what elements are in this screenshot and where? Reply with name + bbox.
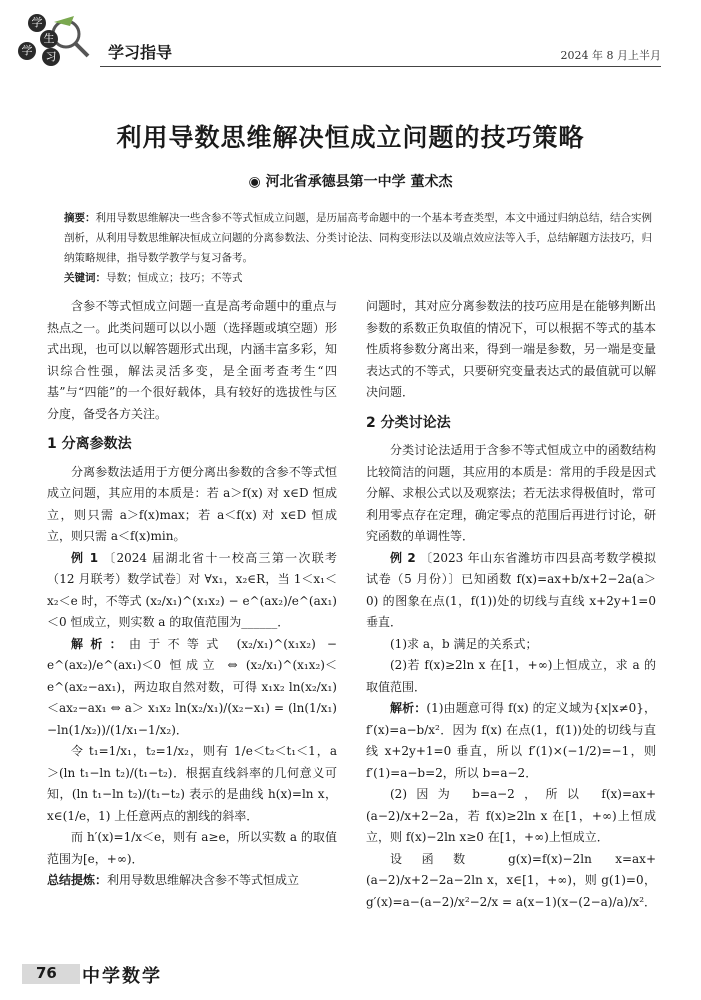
method-paragraph: 分离参数法适用于方便分离出参数的含参不等式恒成立问题，其应用的本质是：若 a＞f(x) 对 x∈D 恒成立，则只需 a＞f(x)max；若 a＜f(x) 对 x∈D 恒成立，则只需 a＜f(x)min。 [47, 464, 337, 543]
page-header [0, 0, 701, 70]
abstract-text: 利用导数思维解决一些含参不等式恒成立问题，是历届高考命题中的一个基本考查类型，本文中通过归纳总结，结合实例剖析，从利用导数思维解决恒成立问题的分离参数法、分类讨论法、同构变形法以及端点效应法等入手，总结解题方法技巧，归纳策略规律，指导数学教学与复习备考。 [64, 212, 652, 264]
section-heading: 2 分类讨论法 [366, 414, 451, 431]
header-rule [100, 66, 661, 67]
intro-paragraph: 含参不等式恒成立问题一直是高考命题中的重点与热点之一。此类问题可以以小题（选择题或填空题）形式出现，也可以以解答题形式出现，内涵丰富多彩，知识综合性强，解法灵活多变，是全面考查考生“四基”与“四能”的一个很好载体，具有较好的选拔性与区分度，备受各方关注。 [47, 299, 337, 421]
solution-text: 设函数 g(x)=f(x)−2ln x=ax+(a−2)/x+2−2a−2ln x，x∈[1，+∞)，则 g(1)=0，g′(x)=a−(a−2)/x²−2/x = a(x−1)(x−(2−a)/a)/x²． [366, 851, 656, 909]
solution-text: 由于不等式 (x₂/x₁)^(x₁x₂) − e^(ax₂)/e^(ax₁)＜0 恒成立 ⇔ (x₂/x₁)^(x₁x₂)＜e^(ax₂−ax₁)，两边取自然对数，可得 x₁x₂ ln(x₂/x₁)＜ax₂−ax₁ ⇔ a＞ x₁x₂ ln(x₂/x₁)/(x₂−x₁) = (ln(1/x₁)−ln(1/x₂))/(1/x₁−1/x₂)． [47, 636, 337, 737]
summary-text: 利用导数思维解决含参不等式恒成立 [107, 873, 300, 887]
logo-char: 学 [28, 14, 46, 32]
solution-label: 解析： [71, 636, 129, 651]
continued-paragraph: 问题时，其对应分离参数法的技巧应用是在能够判断出参数的系数正负取值的情况下，可以根据不等式的基本性质将参数分离出来，得到一端是参数，另一端是变量表达式的不等式，只要研究变量表达式的最值就可以解决问题． [366, 299, 656, 399]
magazine-name: 中学数学 [82, 966, 162, 987]
question-item: (2)若 f(x)≥2ln x 在[1，+∞)上恒成立，求 a 的取值范围． [366, 658, 656, 694]
abstract-block [64, 208, 654, 288]
page-number: 76 [36, 964, 57, 982]
solution-label: 解析： [390, 701, 427, 715]
keywords-label: 关键词： [64, 272, 106, 284]
solution-text: 而 h′(x)=1/x＜e，则有 a≥e，所以实数 a 的取值范围为[e，+∞)． [47, 830, 337, 866]
logo-char: 生 [40, 30, 58, 48]
keywords-text: 导数；恒成立；技巧；不等式 [106, 272, 243, 284]
logo-char: 学 [18, 42, 36, 60]
solution-text: (2)因为 b=a−2，所以 f(x)=ax+(a−2)/x+2−2a，若 f(x)≥2ln x 在[1，+∞)上恒成立，则 f(x)−2ln x≥0 在[1，+∞)上恒成立． [366, 787, 656, 844]
example-text: 〔2023 年山东省潍坊市四县高考数学模拟试卷（5 月份）〕已知函数 f(x)=ax+b/x+2−2a(a＞0) 的图象在点(1，f(1))处的切线与直线 x+2y+1=0 垂直． [366, 550, 656, 629]
issue-date: 2024 年 8 月上半月 [560, 49, 661, 62]
section-heading: 1 分离参数法 [47, 436, 132, 452]
example-text: 〔2024 届湖北省十一校高三第一次联考（12 月联考）数学试卷〕对 ∀x₁，x₂∈R，当 1＜x₁＜x₂＜e 时，不等式 (x₂/x₁)^(x₁x₂) − e^(ax₂)/e^(ax₁)＜0 恒成立，则实数 a 的取值范围为______． [47, 550, 337, 629]
logo-char: 习 [42, 48, 60, 66]
summary-label: 总结提炼： [47, 873, 108, 887]
left-column [47, 296, 337, 892]
right-column [366, 296, 656, 913]
author-line: ◉ 河北省承德县第一中学 董术杰 [248, 174, 453, 190]
section-name: 学习指导 [108, 43, 173, 62]
method-paragraph: 分类讨论法适用于含参不等式恒成立中的函数结构比较简洁的问题，其应用的本质是：常用的手段是因式分解、求根公式以及观察法；若无法求得极值时，常可利用零点存在定理，确定零点的范围后再进行讨论，研究函数的单调性等． [366, 443, 656, 543]
solution-text: (1)由题意可得 f(x) 的定义域为{x|x≠0}，f′(x)=a−b/x²．因为 f(x) 在点(1，f(1))处的切线与直线 x+2y+1=0 垂直，所以 f′(1)×(−1/2)=−1，则 f′(1)=a−b=2，所以 b=a−2． [366, 701, 656, 780]
column-logo [14, 12, 94, 64]
example-label: 例 2 [390, 550, 416, 565]
example-label: 例 1 [71, 550, 99, 565]
abstract-label: 摘要： [64, 212, 96, 224]
question-item: (1)求 a，b 满足的关系式； [390, 636, 538, 651]
solution-text: 令 t₁=1/x₁，t₂=1/x₂，则有 1/e＜t₂＜t₁＜1，a＞(ln t₁−ln t₂)/(t₁−t₂)．根据直线斜率的几何意义可知，(ln t₁−ln t₂)/(t₁−t₂) 表示的是曲线 h(x)=ln x，x∈(1/e，1) 上任意两点的割线的斜率． [47, 744, 337, 823]
article-title: 利用导数思维解决恒成立问题的技巧策略 [116, 123, 585, 152]
